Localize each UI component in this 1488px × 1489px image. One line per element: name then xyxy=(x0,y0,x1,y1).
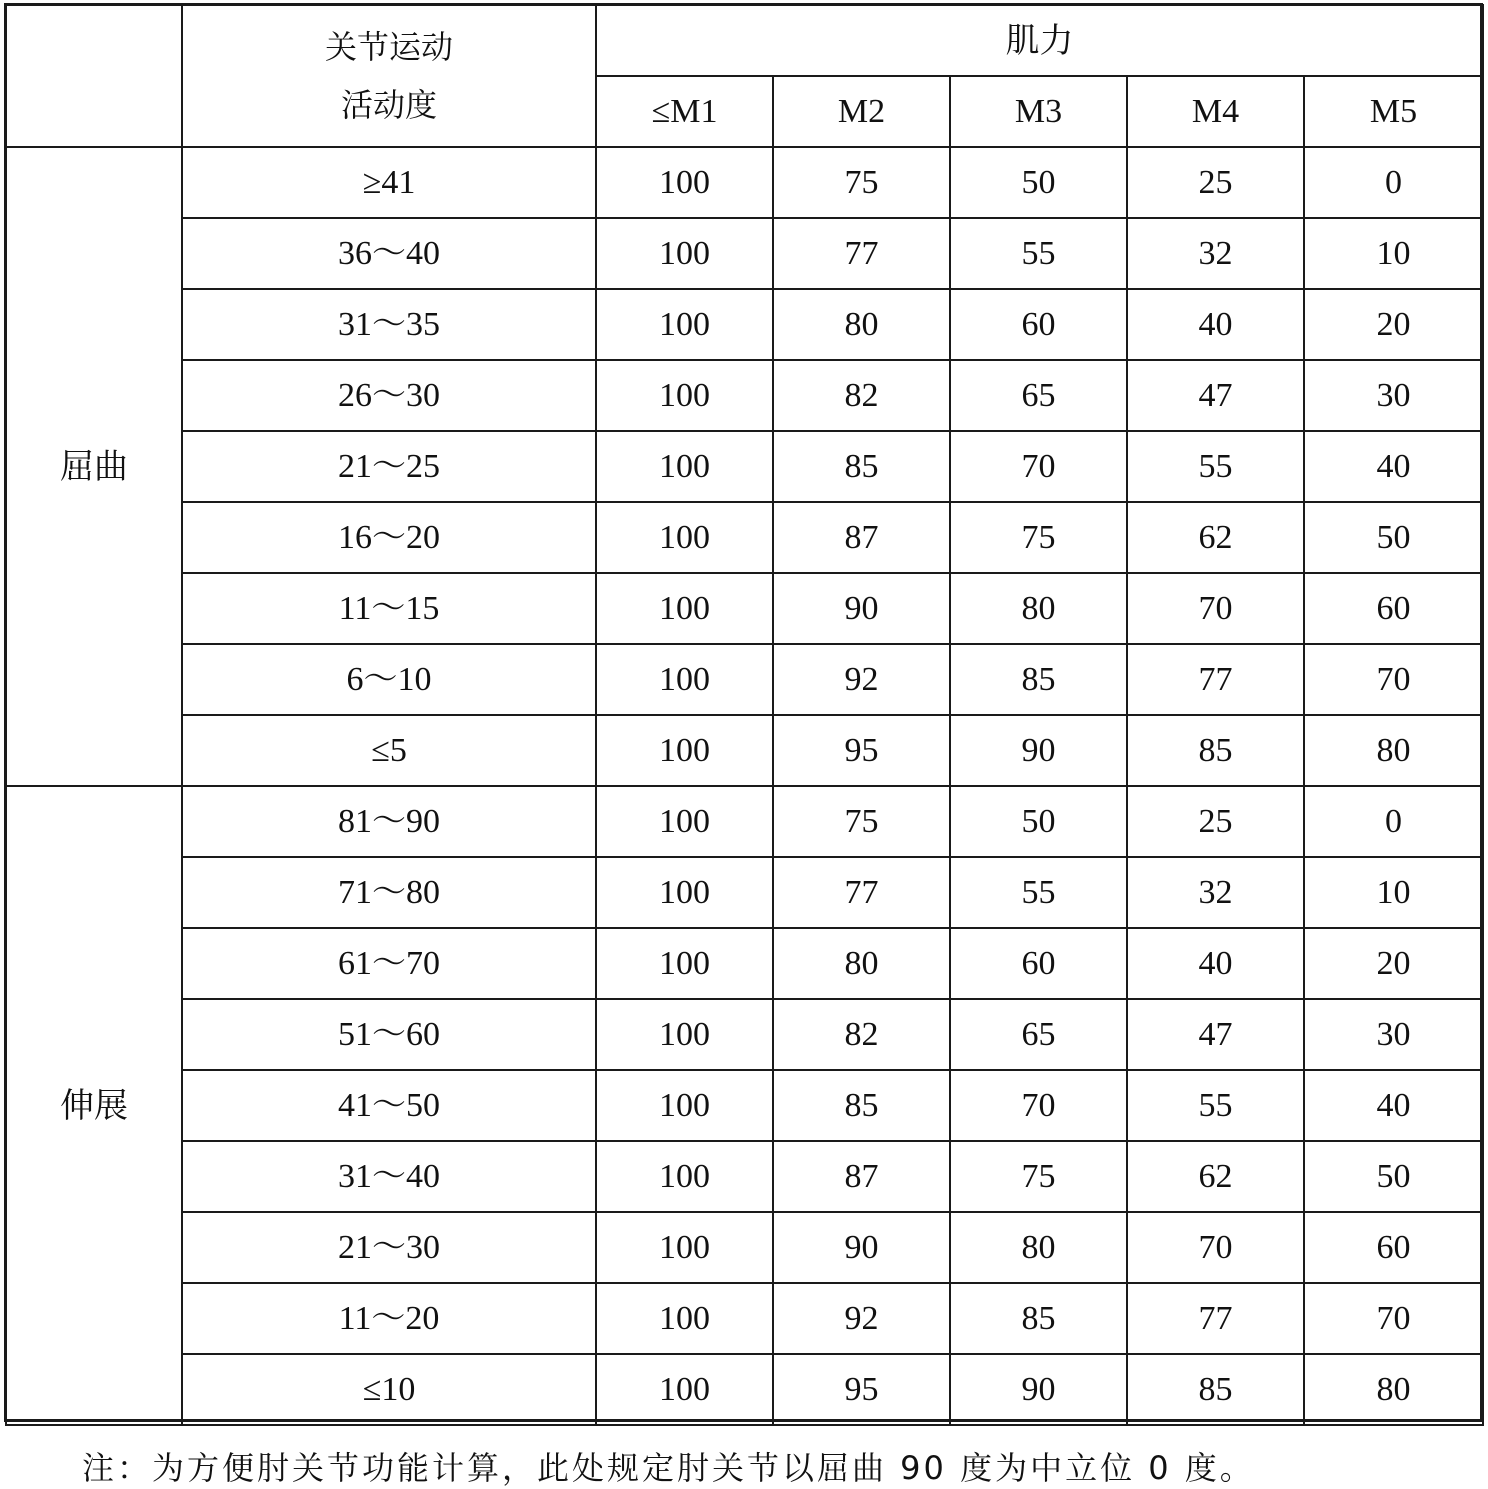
score-cell: 100 xyxy=(596,928,773,999)
rom-strength-table xyxy=(5,4,1484,1426)
score-cell: 60 xyxy=(950,928,1127,999)
score-cell: 50 xyxy=(1304,1141,1483,1212)
rom-header-line2: 活动度 xyxy=(340,86,437,124)
score-cell: 80 xyxy=(773,289,950,360)
score-cell: 62 xyxy=(1127,1141,1304,1212)
score-cell: 100 xyxy=(596,502,773,573)
score-cell: 95 xyxy=(773,715,950,786)
rom-range-cell: 41～50 xyxy=(182,1070,596,1141)
score-cell: 85 xyxy=(1127,1354,1304,1425)
score-cell: 40 xyxy=(1127,928,1304,999)
score-cell: 60 xyxy=(1304,1212,1483,1283)
score-cell: 75 xyxy=(773,786,950,857)
score-cell: 100 xyxy=(596,1141,773,1212)
table-row xyxy=(6,289,1483,360)
score-cell: 77 xyxy=(1127,1283,1304,1354)
score-cell: 60 xyxy=(1304,573,1483,644)
strength-level-m4: M4 xyxy=(1127,76,1304,147)
score-cell: 90 xyxy=(950,715,1127,786)
score-cell: 70 xyxy=(1304,1283,1483,1354)
group-label-1: 伸展 xyxy=(6,786,182,1425)
table-row xyxy=(6,1212,1483,1283)
score-cell: 75 xyxy=(950,1141,1127,1212)
score-cell: 92 xyxy=(773,1283,950,1354)
score-cell: 55 xyxy=(1127,431,1304,502)
table-row xyxy=(6,644,1483,715)
rom-range-cell: 31～35 xyxy=(182,289,596,360)
score-cell: 55 xyxy=(1127,1070,1304,1141)
score-cell: 100 xyxy=(596,1354,773,1425)
footnote: 注：为方便肘关节功能计算，此处规定肘关节以屈曲 90 度为中立位 0 度。 xyxy=(82,1449,1255,1487)
strength-header: 肌力 xyxy=(596,5,1483,76)
table-row xyxy=(6,573,1483,644)
score-cell: 80 xyxy=(1304,715,1483,786)
table-row xyxy=(6,360,1483,431)
score-cell: 100 xyxy=(596,360,773,431)
score-cell: 85 xyxy=(950,1283,1127,1354)
rom-range-cell: 31～40 xyxy=(182,1141,596,1212)
score-cell: 80 xyxy=(773,928,950,999)
score-cell: 20 xyxy=(1304,289,1483,360)
score-cell: 20 xyxy=(1304,928,1483,999)
strength-level-m3: M3 xyxy=(950,76,1127,147)
score-cell: 65 xyxy=(950,360,1127,431)
table-row xyxy=(6,786,1483,857)
score-cell: 70 xyxy=(950,431,1127,502)
score-cell: 77 xyxy=(1127,644,1304,715)
score-cell: 90 xyxy=(773,573,950,644)
rom-range-cell: 51～60 xyxy=(182,999,596,1070)
table-row xyxy=(6,431,1483,502)
score-cell: 85 xyxy=(1127,715,1304,786)
score-cell: 0 xyxy=(1304,786,1483,857)
score-cell: 62 xyxy=(1127,502,1304,573)
score-cell: 50 xyxy=(1304,502,1483,573)
rom-header-cell xyxy=(182,5,596,147)
score-cell: 85 xyxy=(773,431,950,502)
rom-range-cell: 11～20 xyxy=(182,1283,596,1354)
score-cell: 25 xyxy=(1127,147,1304,218)
rom-range-cell: ≤10 xyxy=(182,1354,596,1425)
score-cell: 100 xyxy=(596,715,773,786)
score-cell: 80 xyxy=(950,573,1127,644)
score-cell: 87 xyxy=(773,502,950,573)
table-row xyxy=(6,502,1483,573)
score-cell: 100 xyxy=(596,1212,773,1283)
rom-range-cell: 81～90 xyxy=(182,786,596,857)
rom-range-cell: 71～80 xyxy=(182,857,596,928)
rom-range-cell: 21～25 xyxy=(182,431,596,502)
rom-range-cell: 36～40 xyxy=(182,218,596,289)
score-cell: 55 xyxy=(950,218,1127,289)
score-cell: 92 xyxy=(773,644,950,715)
score-cell: 47 xyxy=(1127,360,1304,431)
score-cell: 70 xyxy=(1304,644,1483,715)
score-cell: 40 xyxy=(1304,431,1483,502)
score-cell: 85 xyxy=(773,1070,950,1141)
score-cell: 100 xyxy=(596,857,773,928)
rom-header-line1: 关节运动 xyxy=(324,28,453,66)
score-cell: 10 xyxy=(1304,218,1483,289)
score-cell: 100 xyxy=(596,1070,773,1141)
score-cell: 0 xyxy=(1304,147,1483,218)
score-cell: 77 xyxy=(773,218,950,289)
score-cell: 100 xyxy=(596,999,773,1070)
score-cell: 60 xyxy=(950,289,1127,360)
corner-cell xyxy=(6,5,182,147)
score-cell: 90 xyxy=(773,1212,950,1283)
table-row xyxy=(6,999,1483,1070)
score-cell: 95 xyxy=(773,1354,950,1425)
score-cell: 50 xyxy=(950,147,1127,218)
rom-range-cell: 26～30 xyxy=(182,360,596,431)
score-cell: 47 xyxy=(1127,999,1304,1070)
rom-range-cell: 61～70 xyxy=(182,928,596,999)
score-cell: 87 xyxy=(773,1141,950,1212)
score-cell: 70 xyxy=(1127,573,1304,644)
score-cell: 32 xyxy=(1127,218,1304,289)
table-row xyxy=(6,857,1483,928)
score-cell: 30 xyxy=(1304,360,1483,431)
score-cell: 55 xyxy=(950,857,1127,928)
score-cell: 100 xyxy=(596,289,773,360)
table-row xyxy=(6,147,1483,218)
score-cell: 77 xyxy=(773,857,950,928)
table-row xyxy=(6,1141,1483,1212)
score-cell: 100 xyxy=(596,1283,773,1354)
score-cell: 100 xyxy=(596,147,773,218)
score-cell: 90 xyxy=(950,1354,1127,1425)
table-row xyxy=(6,218,1483,289)
score-cell: 50 xyxy=(950,786,1127,857)
rom-range-cell: 16～20 xyxy=(182,502,596,573)
score-cell: 100 xyxy=(596,786,773,857)
score-cell: 100 xyxy=(596,431,773,502)
score-cell: 10 xyxy=(1304,857,1483,928)
table-row xyxy=(6,1070,1483,1141)
score-cell: 70 xyxy=(950,1070,1127,1141)
score-cell: 40 xyxy=(1304,1070,1483,1141)
score-cell: 80 xyxy=(1304,1354,1483,1425)
score-cell: 82 xyxy=(773,360,950,431)
header-row-1 xyxy=(6,5,1483,76)
score-cell: 40 xyxy=(1127,289,1304,360)
score-cell: 100 xyxy=(596,218,773,289)
table-row xyxy=(6,928,1483,999)
score-cell: 25 xyxy=(1127,786,1304,857)
strength-level-m2: M2 xyxy=(773,76,950,147)
score-cell: 85 xyxy=(950,644,1127,715)
score-cell: 82 xyxy=(773,999,950,1070)
score-cell: 75 xyxy=(950,502,1127,573)
rom-range-cell: ≥41 xyxy=(182,147,596,218)
score-cell: 100 xyxy=(596,644,773,715)
rom-range-cell: 6～10 xyxy=(182,644,596,715)
rom-range-cell: 21～30 xyxy=(182,1212,596,1283)
score-cell: 32 xyxy=(1127,857,1304,928)
strength-level-m5: M5 xyxy=(1304,76,1483,147)
table-row xyxy=(6,715,1483,786)
rom-range-cell: ≤5 xyxy=(182,715,596,786)
score-cell: 70 xyxy=(1127,1212,1304,1283)
rom-range-cell: 11～15 xyxy=(182,573,596,644)
score-cell: 75 xyxy=(773,147,950,218)
table-row xyxy=(6,1354,1483,1425)
score-cell: 100 xyxy=(596,573,773,644)
group-label-0: 屈曲 xyxy=(6,147,182,786)
score-cell: 65 xyxy=(950,999,1127,1070)
table-row xyxy=(6,1283,1483,1354)
strength-level-m1: ≤M1 xyxy=(596,76,773,147)
score-cell: 30 xyxy=(1304,999,1483,1070)
score-cell: 80 xyxy=(950,1212,1127,1283)
